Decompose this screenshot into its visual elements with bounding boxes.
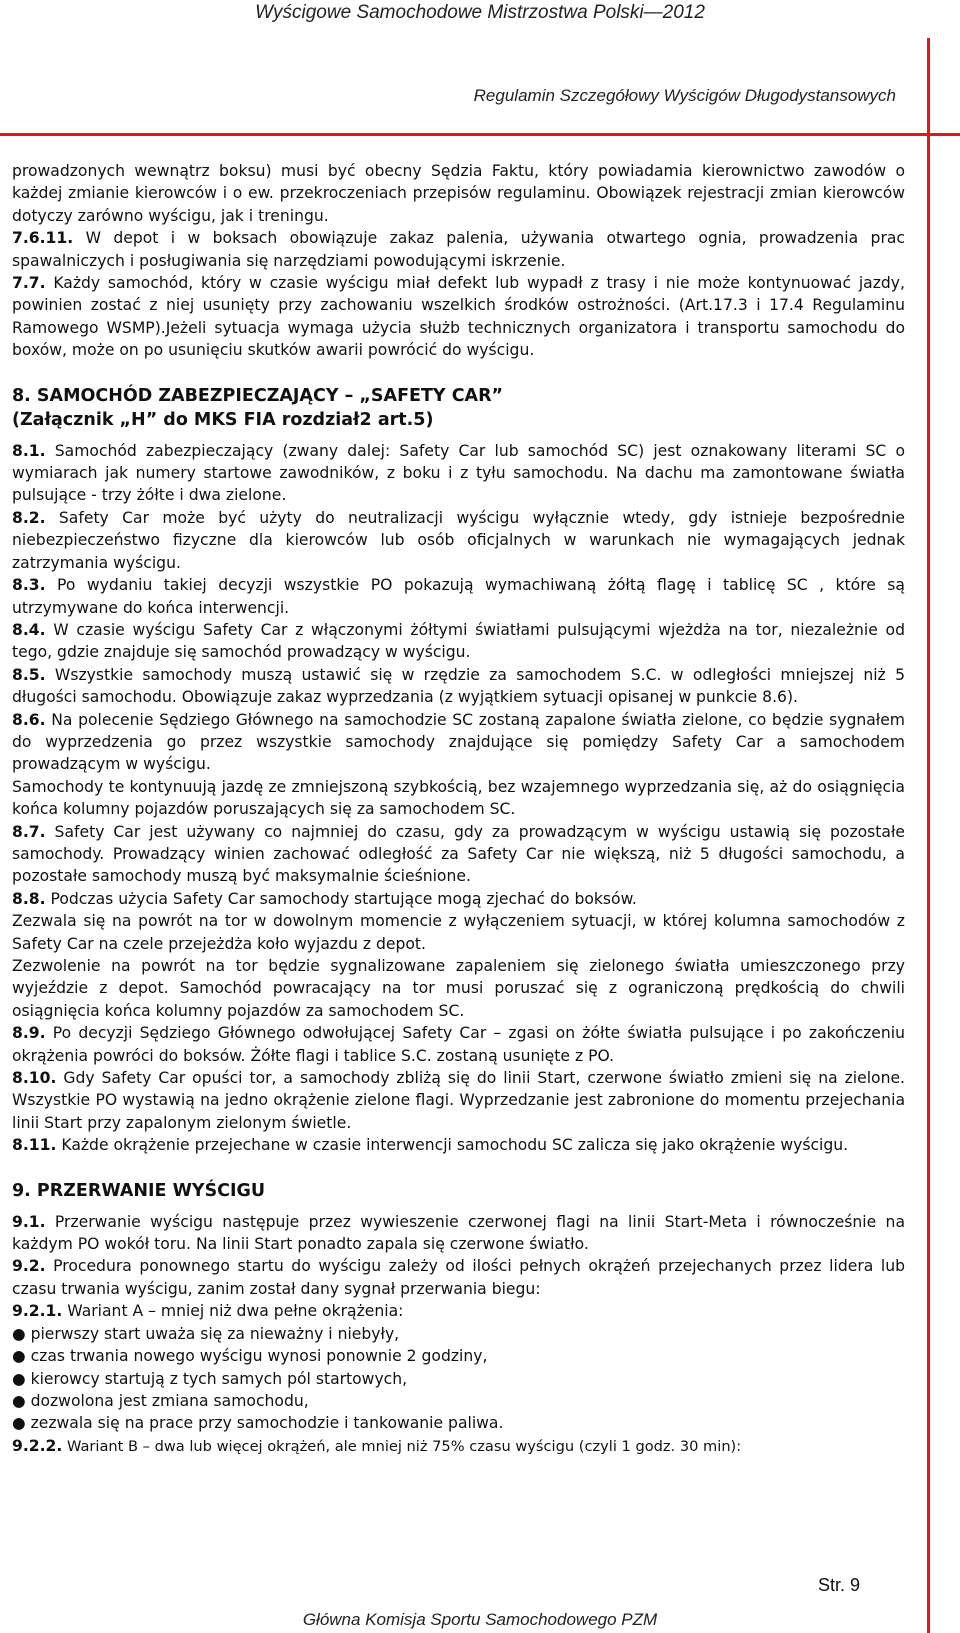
top-paragraphs: [12, 160, 905, 362]
list-item: ● dozwolona jest zmiana samochodu,: [12, 1391, 309, 1410]
document-body: [12, 160, 905, 1458]
paragraph: prowadzonych wewnątrz boksu) musi być obecny Sędzia Faktu, który powiadamia kierownictwo zawodów o każdej zmianie kierowców i o ew. przekroczeniach przepisów regulaminu. Obowiązek rejestracji zmian kierowców dotyczy zarówno wyścigu, jak i treningu.: [12, 162, 905, 225]
header-title: Wyścigowe Samochodowe Mistrzostwa Polski—2012: [255, 2, 705, 23]
paragraph: 9.2.2. Wariant B – dwa lub więcej okrążeń, ale mniej niż 75% czasu wyścigu (czyli 1 godz. 30 min):: [12, 1436, 742, 1455]
page-number: Str. 9: [817, 1575, 860, 1595]
section-8-paragraphs: [12, 440, 905, 1157]
paragraph: Zezwolenie na powrót na tor będzie sygnalizowane zapaleniem się zielonego światła umieszczonego przy wyjeździe z depot. Samochód powracający na tor musi poruszać się z ograniczoną prędkością do chwili osiągnięcia końca kolumny pojazdów za samochodem SC.: [12, 957, 905, 1020]
bullet-list: [12, 1323, 905, 1435]
paragraph: 8.6. Na polecenie Sędziego Głównego na samochodzie SC zostaną zapalone światła zielone, co będzie sygnałem do wyprzedzenia go przez wszystkie samochody znajdujące się pomiędzy Safety Car a samochodem prowadzącym w wyścigu.: [12, 710, 905, 774]
paragraph: 9.2. Procedura ponownego startu do wyścigu zależy od ilości pełnych okrążeń przejechanych przez lidera lub czasu trwania wyścigu, zanim został dany sygnał przerwania biegu:: [12, 1257, 905, 1298]
paragraph: 8.11. Każde okrążenie przejechane w czasie interwencji samochodu SC zalicza się jako okrążenie wyścigu.: [12, 1136, 849, 1155]
paragraph: 8.8. Podczas użycia Safety Car samochody startujące mogą zjechać do boksów.: [12, 889, 637, 908]
header-rule: [0, 133, 960, 136]
paragraph: 9.2.1. Wariant A – mniej niż dwa pełne okrążenia:: [12, 1302, 404, 1321]
list-item: ● czas trwania nowego wyścigu wynosi ponownie 2 godziny,: [12, 1347, 488, 1366]
section-8-title: 8. SAMOCHÓD ZABEZPIECZAJĄCY – „SAFETY CAR”: [12, 385, 504, 406]
paragraph: Zezwala się na powrót na tor w dowolnym momencie z wyłączeniem sytuacji, w której kolumna samochodów z Safety Car na czele przejeżdża koło wyjazdu z depot.: [12, 912, 905, 953]
paragraph: 8.5. Wszystkie samochody muszą ustawić się w rzędzie za samochodem S.C. w odległości mniejszej niż 5 długości samochodu. Obowiązuje zakaz wyprzedzania (z wyjątkiem sytuacji opisanej w punkcie 8.6).: [12, 665, 905, 707]
margin-rule: [927, 38, 930, 1633]
paragraph: 8.10. Gdy Safety Car opuści tor, a samochody zbliżą się do linii Start, czerwone światło zmieni się na zielone. Wszystkie PO wystawią na jedno okrążenie zielone flagi. Wyprzedzanie jest zabronione do momentu przejechania linii Start przy zapalonym zielonym świetle.: [12, 1069, 905, 1132]
paragraph: 8.7. Safety Car jest używany co najmniej do czasu, gdy za prowadzącym w wyścigu ustawią się pozostałe samochody. Prowadzący winien zachować odległość za Safety Car nie większą, niż 5 długości samochodu, a pozostałe samochody muszą być maksymalnie ścieśnione.: [12, 822, 905, 886]
section-9-title: 9. PRZERWANIE WYŚCIGU: [12, 1180, 266, 1201]
section-9-paragraphs: [12, 1211, 905, 1323]
paragraph: 8.4. W czasie wyścigu Safety Car z włączonymi żółtymi światłami pulsującymi wjeżdża na tor, niezależnie od tego, gdzie znajduje się samochód prowadzący w wyścigu.: [12, 620, 905, 662]
header-subtitle: Regulamin Szczegółowy Wyścigów Długodystansowych: [473, 86, 896, 105]
paragraph: 7.7. Każdy samochód, który w czasie wyścigu miał defekt lub wypadł z trasy i nie może kontynuować jazdy, powinien zostać z niej usunięty przy zachowaniu wszelkich środków ostrożności. (Art.17.3 i 17.4 Regulaminu Ramowego WSMP).Jeżeli sytuacja wymaga użycia służb technicznych organizatora i transportu samochodu do boxów, może on po usunięciu skutków awarii powrócić do wyścigu.: [12, 274, 905, 360]
paragraph: 9.1. Przerwanie wyścigu następuje przez wywieszenie czerwonej flagi na linii Start-Meta i równocześnie na każdym PO wokół toru. Na linii Start ponadto zapala się czerwone światło.: [12, 1212, 905, 1254]
list-item: ● pierwszy start uważa się za nieważny i niebyły,: [12, 1324, 400, 1343]
paragraph: 8.3. Po wydaniu takiej decyzji wszystkie PO pokazują wymachiwaną żółtą flagę i tablicę SC , które są utrzymywane do końca interwencji.: [12, 576, 905, 617]
paragraph: 8.1. Samochód zabezpieczający (zwany dalej: Safety Car lub samochód SC) jest oznakowany literami SC o wymiarach jak numery startowe zawodników, z boku i z tyłu samochodu. Na dachu ma zamontowane światła pulsujące - trzy żółte i dwa zielone.: [12, 441, 905, 505]
paragraph: 7.6.11. W depot i w boksach obowiązuje zakaz palenia, używania otwartego ognia, prowadzenia prac spawalniczych i posługiwania się narzędziami powodującymi iskrzenie.: [12, 229, 905, 270]
list-item: ● kierowcy startują z tych samych pól startowych,: [12, 1369, 408, 1388]
paragraph: 8.2. Safety Car może być użyty do neutralizacji wyścigu wyłącznie wtedy, gdy istnieje bezpośrednie niebezpieczeństwo fizyczne dla kierowców lub osób oficjalnych w warunkach nie wymagających jednak zatrzymania wyścigu.: [12, 508, 905, 572]
paragraph: Samochody te kontynuują jazdę ze zmniejszoną szybkością, bez wzajemnego wyprzedzania się, aż do osiągnięcia końca kolumny pojazdów poruszających się za samochodem SC.: [12, 777, 905, 819]
paragraph: 8.9. Po decyzji Sędziego Głównego odwołującej Safety Car – zgasi on żółte światła pulsujące i po zakończeniu okrążenia powróci do boksów. Żółte flagi i tablice S.C. zostaną usunięte z PO.: [12, 1024, 905, 1065]
section-8-subtitle: (Załącznik „H” do MKS FIA rozdział2 art.5): [12, 409, 434, 430]
footer: Główna Komisja Sportu Samochodowego PZM: [302, 1610, 658, 1629]
list-item: ● zezwala się na prace przy samochodzie i tankowanie paliwa.: [12, 1414, 504, 1433]
